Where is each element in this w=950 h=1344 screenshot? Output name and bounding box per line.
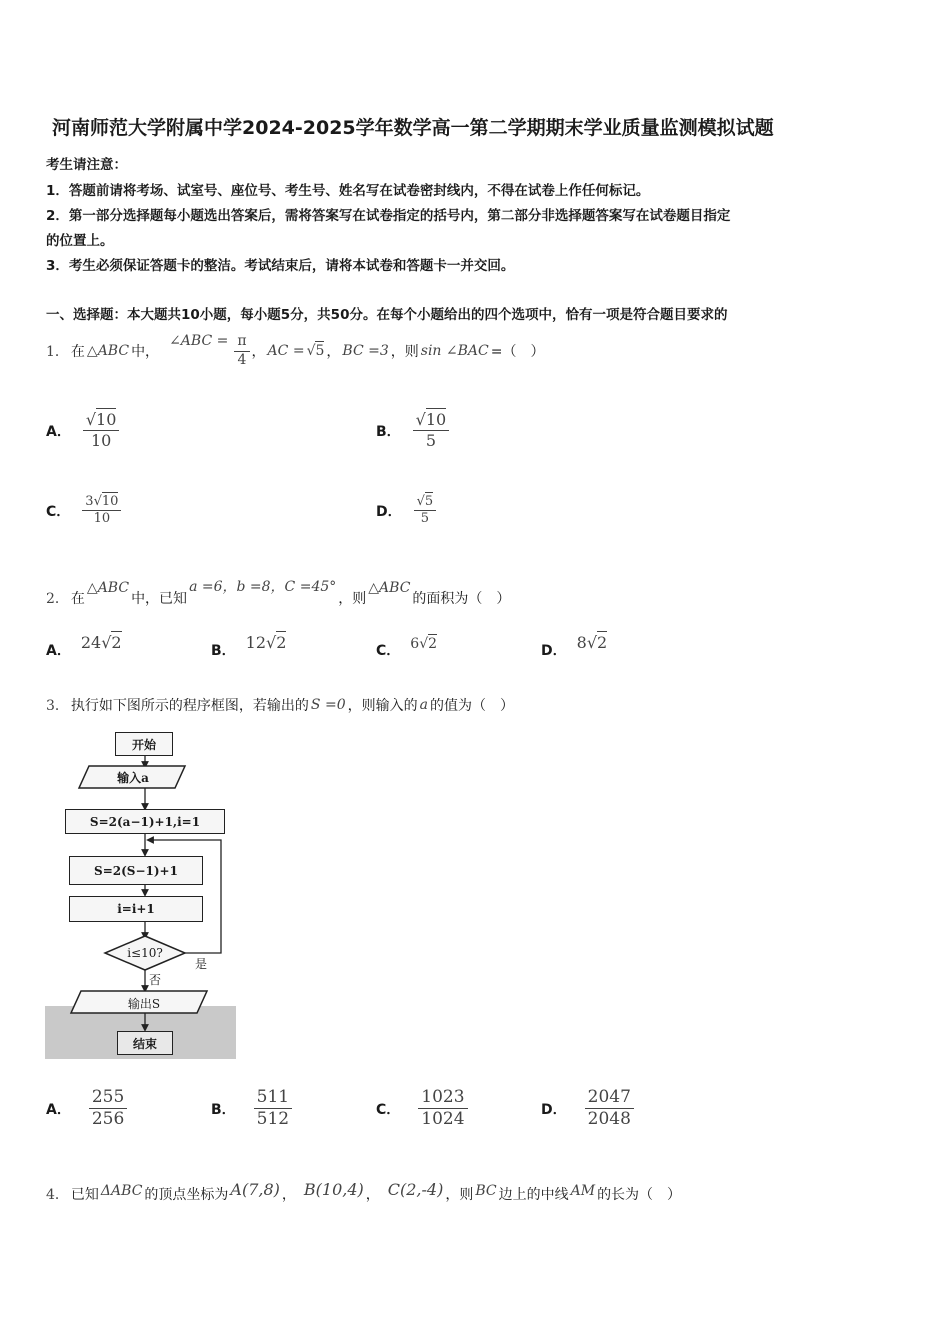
- q3-option-d[interactable]: D． $\frac{2047}{2048}$: [541, 1087, 634, 1131]
- flowchart-increment: i=i+1: [69, 896, 203, 922]
- q3-option-b-value: $\frac{511}{512}$: [254, 1087, 292, 1131]
- flowchart-no: 否: [149, 973, 162, 987]
- flowchart: [45, 728, 236, 1059]
- q3-s-equals: S =0: [310, 697, 346, 713]
- q4-triangle: ΔABC: [100, 1183, 143, 1199]
- q1-option-b[interactable]: B． $\frac{√10}{5}$: [376, 410, 449, 451]
- q3-number: 3．: [46, 698, 69, 714]
- q3-option-a-value: $\frac{255}{256}$: [89, 1087, 127, 1131]
- flowchart-end: 结束: [117, 1031, 173, 1055]
- q1-option-d[interactable]: D． $\frac{√5}{5}$: [376, 494, 436, 528]
- q4-number: 4．: [46, 1187, 69, 1203]
- q1-ac: AC =: [267, 343, 305, 359]
- flowchart-condition: i≤10?: [127, 946, 163, 960]
- q3-option-c[interactable]: C． $\frac{1023}{1024}$: [376, 1087, 468, 1131]
- q4-point-a: A(7,8): [230, 1180, 280, 1199]
- notice-item-2: 2．第一部分选择题每小题选出答案后，需将答案写在试卷指定的括号内，第二部分非选择题答案写在试卷题目指定: [46, 208, 731, 224]
- flowchart-output-label: 输出S: [127, 997, 161, 1011]
- q1-option-c[interactable]: C． $\frac{3√10}{10}$: [46, 494, 121, 528]
- q1-sqrt5: √5: [306, 343, 325, 359]
- q2-option-d[interactable]: D． 8√2: [541, 633, 608, 659]
- q2-option-a-value: 24√2: [80, 633, 122, 652]
- q1-option-c-value: $\frac{3√10}{10}$: [82, 494, 121, 528]
- page-title: 河南师范大学附属中学2024-2025学年数学高一第二学期期末学业质量监测模拟试题: [52, 117, 774, 139]
- q1-option-a[interactable]: A． $\frac{√10}{10}$: [46, 410, 119, 451]
- q3-option-b[interactable]: B． $\frac{511}{512}$: [211, 1087, 292, 1131]
- q1-triangle: △ABC: [86, 343, 130, 359]
- notice-item-2-cont: 的位置上。: [46, 233, 114, 249]
- q2-number: 2．: [46, 591, 69, 607]
- q2-triangle-1: △ABC: [86, 580, 130, 596]
- notice-item-3: 3．考生必须保证答题卡的整洁。考试结束后，请将本试卷和答题卡一并交回。: [46, 258, 515, 274]
- q1-number: 1．: [46, 344, 69, 360]
- q2-option-c-value: 6√2: [410, 636, 438, 652]
- q2-triangle-2: △ABC: [368, 580, 411, 596]
- question-2: 2． 在 △ABC 中，已知 a =6，b =8，C =45° ，则 △ABC 的面积为（ ）: [46, 578, 510, 608]
- q1-angle: ∠ABC =: [169, 333, 229, 349]
- question-4: 4． 已知 ΔABC 的顶点坐标为 A(7,8) ， B(10,4) ， C(2,-4) ，则 BC 边上的中线 AM 的长为（ ）: [46, 1180, 682, 1203]
- flowchart-start: 开始: [115, 732, 173, 756]
- q2-option-a[interactable]: A． 24√2: [46, 633, 122, 659]
- notice-heading: 考生请注意：: [46, 157, 127, 173]
- q1-option-d-value: $\frac{√5}{5}$: [414, 494, 437, 528]
- q1-option-b-value: $\frac{√10}{5}$: [413, 410, 450, 451]
- q1-sin: sin ∠BAC: [420, 343, 489, 359]
- q2-option-d-value: 8√2: [576, 633, 608, 652]
- q1-option-a-value: $\frac{√10}{10}$: [83, 410, 120, 451]
- q3-option-c-value: $\frac{1023}{1024}$: [418, 1087, 467, 1131]
- flowchart-loop-body: S=2(S−1)+1: [69, 856, 203, 885]
- q1-bc: BC =3: [342, 343, 389, 359]
- q4-point-b: B(10,4): [303, 1180, 364, 1199]
- section-heading: 一、选择题：本大题共10小题，每小题5分，共50分。在每个小题给出的四个选项中，恰有一项是符合题目要求的: [46, 307, 728, 323]
- q4-am: AM: [570, 1183, 596, 1199]
- q2-option-c[interactable]: C． 6√2: [376, 636, 438, 659]
- q3-a: a: [419, 697, 428, 713]
- q2-option-b[interactable]: B． 12√2: [211, 633, 287, 659]
- q3-option-a[interactable]: A． $\frac{255}{256}$: [46, 1087, 127, 1131]
- notice-item-1: 1．答题前请将考场、试室号、座位号、考生号、姓名写在试卷密封线内，不得在试卷上作任何标记。: [46, 183, 650, 199]
- flowchart-init: S=2(a−1)+1,i=1: [65, 809, 225, 834]
- flowchart-input-label: 输入a: [117, 771, 149, 785]
- q2-option-b-value: 12√2: [245, 633, 287, 652]
- q4-bc: BC: [475, 1183, 497, 1199]
- question-3: 3． 执行如下图所示的程序框图，若输出的 S =0 ，则输入的 a 的值为（ ）: [46, 697, 514, 714]
- q4-point-c: C(2,-4): [387, 1180, 444, 1199]
- q1-pi-over-4: $\frac{\pi}{4}$: [234, 333, 249, 369]
- flowchart-yes: 是: [195, 957, 208, 971]
- q1-text-2: 中，: [131, 344, 160, 360]
- question-1: 1． 在 △ABC 中， ∠ABC = $\frac{\pi}{4}$ ， AC = √5 ， BC =3 ，则 sin ∠BAC =（ ）: [46, 333, 545, 368]
- q2-conditions: a =6，b =8，C =45°: [189, 579, 337, 595]
- q3-option-d-value: $\frac{2047}{2048}$: [585, 1087, 634, 1131]
- q1-text-1: 在: [70, 344, 85, 360]
